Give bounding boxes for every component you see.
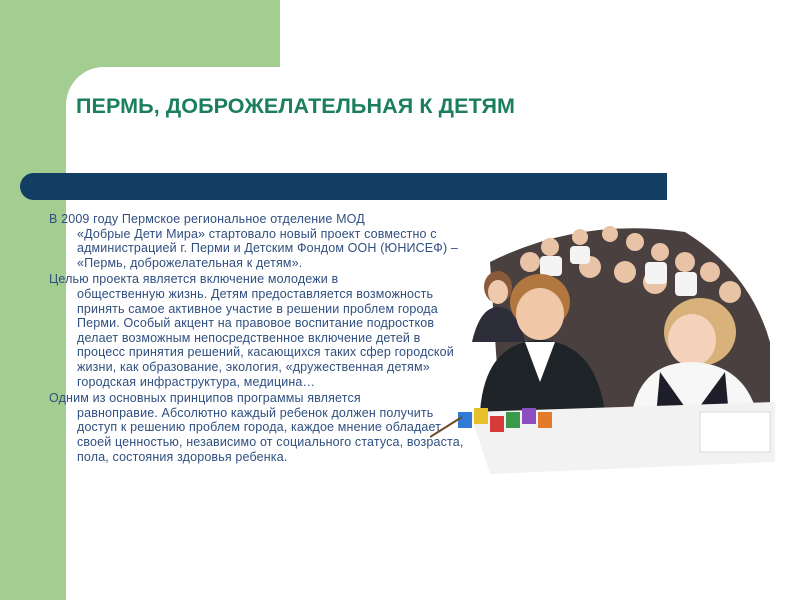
children-classroom-photo [430, 212, 775, 482]
slide-body [49, 212, 469, 466]
paragraph-3-first-line: Одним из основных принципов программы является [49, 391, 361, 406]
paragraph-1-rest: «Добрые Дети Мира» стартовало новый проект совместно с администрацией г. Перми и Детским Фондом ООН (ЮНИСЕФ) – «Пермь, доброжелательная к детям». [77, 226, 458, 270]
paragraph-1-first-line: В 2009 году Пермское региональное отделение МОД [49, 212, 365, 226]
paragraph-3 [49, 391, 469, 464]
slide-title: ПЕРМЬ, ДОБРОЖЕЛАТЕЛЬНАЯ К ДЕТЯМ [76, 94, 516, 118]
paragraph-1 [49, 212, 469, 270]
paragraph-2 [49, 272, 469, 389]
paragraph-2-rest: общественную жизнь. Детям предоставляется возможность принять самое активное участие в решении проблем города Перми. Особый акцент на правовое воспитание подростков делает возможным непосредственное включение детей в процесс принятия решений, касающихся таких сфер городской жизни, как образование, экология, «дружественная детям» городская инфраструктура, медицина… [77, 286, 454, 389]
paragraph-2-first-line: Целью проекта является включение молодежи в [49, 272, 339, 287]
title-underline-bar [20, 173, 667, 200]
paragraph-3-rest: равноправие. Абсолютно каждый ребенок должен получить доступ к решению проблем города, каждое мнение обладает своей ценностью, независимо от социального статуса, возраста, пола, состояния здоровья ребенка. [77, 405, 464, 464]
